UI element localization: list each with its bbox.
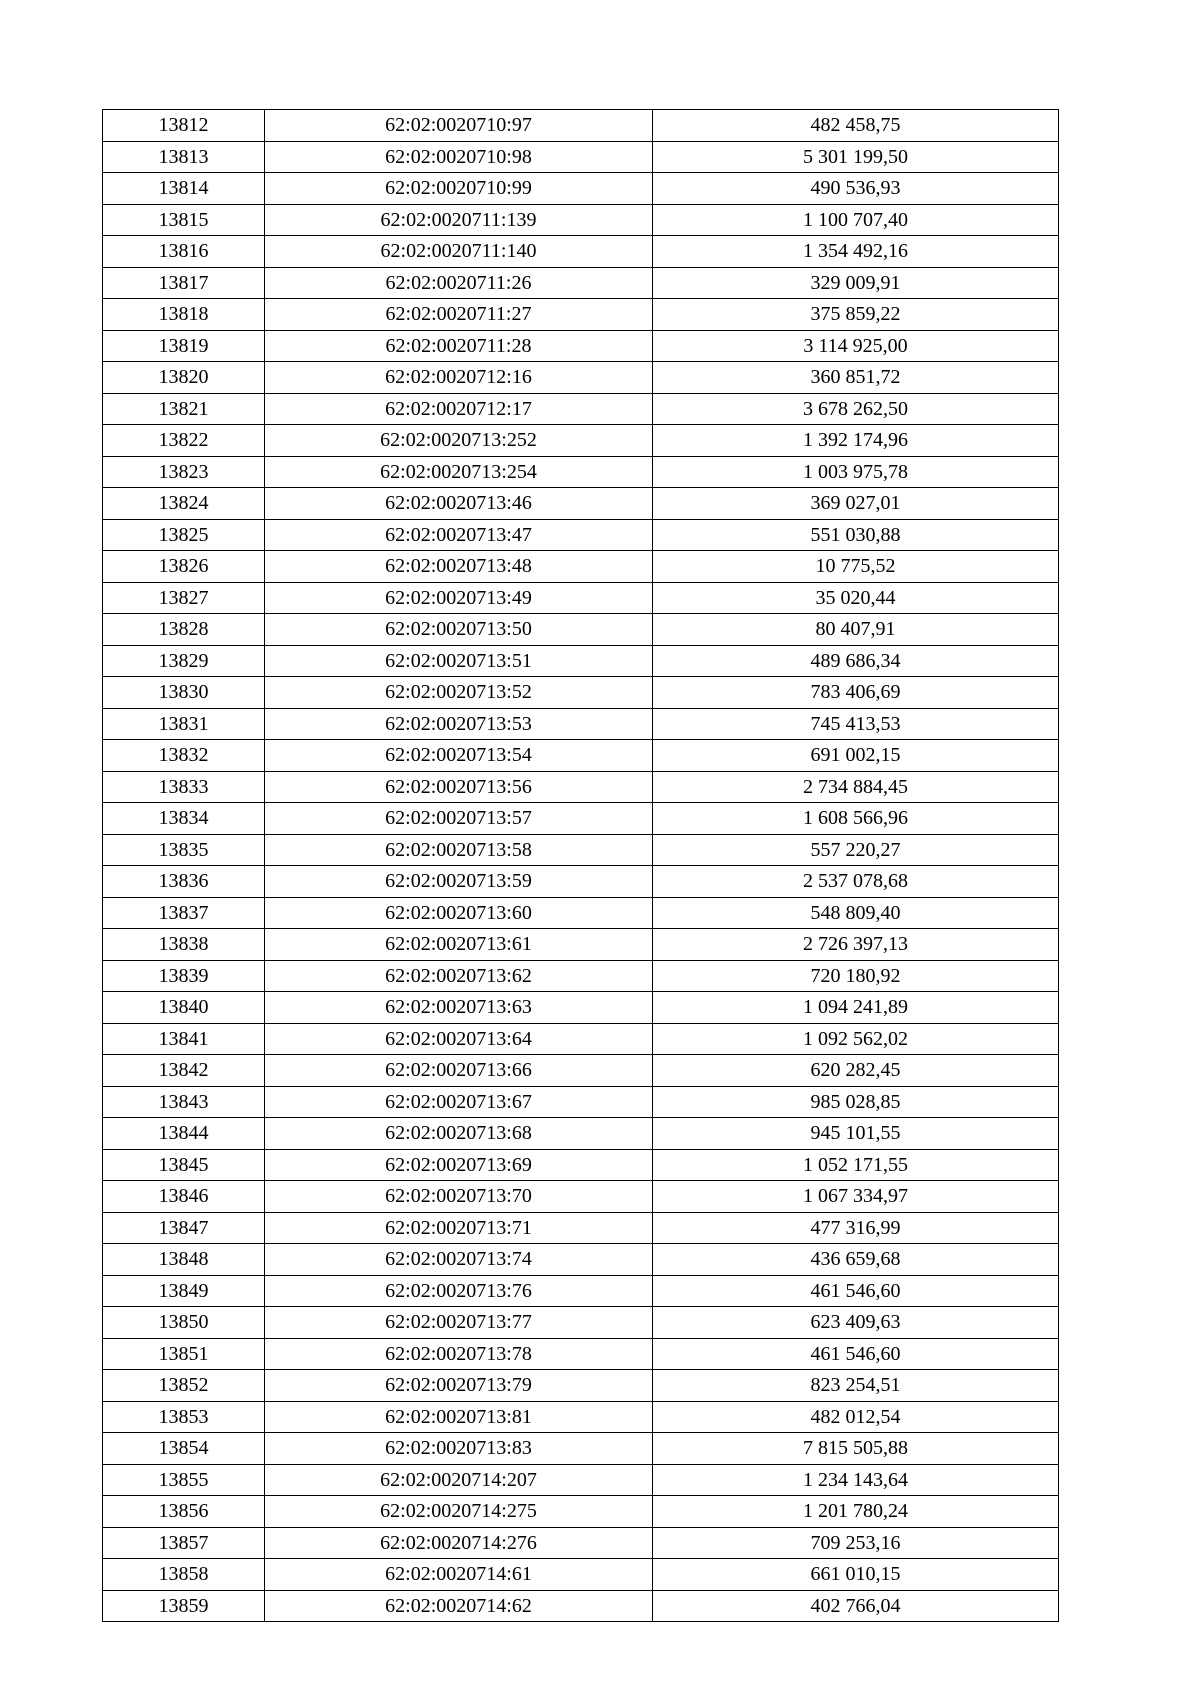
- cadastral-number-cell: 62:02:0020713:53: [265, 708, 653, 740]
- cadastral-value-cell: 745 413,53: [653, 708, 1059, 740]
- table-row: [103, 425, 1059, 457]
- table-row: [103, 456, 1059, 488]
- row-number-cell: 13828: [103, 614, 265, 646]
- cadastral-value-cell: 329 009,91: [653, 267, 1059, 299]
- cadastral-number-cell: 62:02:0020713:54: [265, 740, 653, 772]
- table-row: [103, 771, 1059, 803]
- cadastral-value-cell: 80 407,91: [653, 614, 1059, 646]
- cadastral-number-cell: 62:02:0020710:99: [265, 173, 653, 205]
- cadastral-number-cell: 62:02:0020713:60: [265, 897, 653, 929]
- row-number-cell: 13851: [103, 1338, 265, 1370]
- cadastral-value-cell: 1 100 707,40: [653, 204, 1059, 236]
- row-number-cell: 13836: [103, 866, 265, 898]
- table-row: [103, 1527, 1059, 1559]
- row-number-cell: 13854: [103, 1433, 265, 1465]
- table-row: [103, 1559, 1059, 1591]
- cadastral-value-cell: 2 726 397,13: [653, 929, 1059, 961]
- row-number-cell: 13857: [103, 1527, 265, 1559]
- cadastral-value-cell: 375 859,22: [653, 299, 1059, 331]
- cadastral-value-cell: 3 114 925,00: [653, 330, 1059, 362]
- cadastral-value-cell: 1 092 562,02: [653, 1023, 1059, 1055]
- cadastral-value-cell: 1 067 334,97: [653, 1181, 1059, 1213]
- cadastral-number-cell: 62:02:0020713:46: [265, 488, 653, 520]
- row-number-cell: 13813: [103, 141, 265, 173]
- cadastral-value-cell: 369 027,01: [653, 488, 1059, 520]
- row-number-cell: 13853: [103, 1401, 265, 1433]
- table-row: [103, 677, 1059, 709]
- table-row: [103, 1370, 1059, 1402]
- document-page: [102, 109, 1058, 1622]
- row-number-cell: 13852: [103, 1370, 265, 1402]
- cadastral-value-cell: 10 775,52: [653, 551, 1059, 583]
- row-number-cell: 13819: [103, 330, 265, 362]
- cadastral-value-cell: 2 537 078,68: [653, 866, 1059, 898]
- table-row: [103, 834, 1059, 866]
- row-number-cell: 13843: [103, 1086, 265, 1118]
- cadastral-value-cell: 461 546,60: [653, 1338, 1059, 1370]
- row-number-cell: 13812: [103, 110, 265, 142]
- cadastral-number-cell: 62:02:0020713:56: [265, 771, 653, 803]
- row-number-cell: 13856: [103, 1496, 265, 1528]
- cadastral-number-cell: 62:02:0020713:67: [265, 1086, 653, 1118]
- row-number-cell: 13855: [103, 1464, 265, 1496]
- cadastral-number-cell: 62:02:0020712:17: [265, 393, 653, 425]
- table-body: [103, 110, 1059, 1622]
- table-row: [103, 1275, 1059, 1307]
- cadastral-value-cell: 489 686,34: [653, 645, 1059, 677]
- cadastral-number-cell: 62:02:0020713:254: [265, 456, 653, 488]
- row-number-cell: 13832: [103, 740, 265, 772]
- table-row: [103, 488, 1059, 520]
- row-number-cell: 13815: [103, 204, 265, 236]
- cadastral-value-cell: 5 301 199,50: [653, 141, 1059, 173]
- table-row: [103, 551, 1059, 583]
- row-number-cell: 13849: [103, 1275, 265, 1307]
- table-row: [103, 1212, 1059, 1244]
- table-row: [103, 1023, 1059, 1055]
- table-row: [103, 740, 1059, 772]
- cadastral-value-cell: 623 409,63: [653, 1307, 1059, 1339]
- cadastral-number-cell: 62:02:0020712:16: [265, 362, 653, 394]
- table-row: [103, 110, 1059, 142]
- cadastral-value-cell: 1 608 566,96: [653, 803, 1059, 835]
- row-number-cell: 13839: [103, 960, 265, 992]
- cadastral-number-cell: 62:02:0020714:207: [265, 1464, 653, 1496]
- table-row: [103, 362, 1059, 394]
- row-number-cell: 13814: [103, 173, 265, 205]
- row-number-cell: 13831: [103, 708, 265, 740]
- table-row: [103, 330, 1059, 362]
- row-number-cell: 13846: [103, 1181, 265, 1213]
- cadastral-value-cell: 35 020,44: [653, 582, 1059, 614]
- table-row: [103, 141, 1059, 173]
- cadastral-value-cell: 620 282,45: [653, 1055, 1059, 1087]
- row-number-cell: 13859: [103, 1590, 265, 1622]
- row-number-cell: 13837: [103, 897, 265, 929]
- cadastral-number-cell: 62:02:0020713:50: [265, 614, 653, 646]
- cadastral-number-cell: 62:02:0020713:68: [265, 1118, 653, 1150]
- row-number-cell: 13833: [103, 771, 265, 803]
- cadastral-number-cell: 62:02:0020711:27: [265, 299, 653, 331]
- row-number-cell: 13821: [103, 393, 265, 425]
- table-row: [103, 708, 1059, 740]
- table-row: [103, 1401, 1059, 1433]
- row-number-cell: 13829: [103, 645, 265, 677]
- cadastral-number-cell: 62:02:0020714:62: [265, 1590, 653, 1622]
- cadastral-value-cell: 783 406,69: [653, 677, 1059, 709]
- row-number-cell: 13835: [103, 834, 265, 866]
- cadastral-value-cell: 477 316,99: [653, 1212, 1059, 1244]
- table-row: [103, 582, 1059, 614]
- table-row: [103, 866, 1059, 898]
- cadastral-value-cell: 1 354 492,16: [653, 236, 1059, 268]
- table-row: [103, 267, 1059, 299]
- cadastral-value-cell: 482 458,75: [653, 110, 1059, 142]
- table-row: [103, 236, 1059, 268]
- cadastral-number-cell: 62:02:0020713:57: [265, 803, 653, 835]
- cadastral-number-cell: 62:02:0020713:52: [265, 677, 653, 709]
- cadastral-number-cell: 62:02:0020713:48: [265, 551, 653, 583]
- table-row: [103, 1496, 1059, 1528]
- table-row: [103, 1590, 1059, 1622]
- row-number-cell: 13844: [103, 1118, 265, 1150]
- row-number-cell: 13834: [103, 803, 265, 835]
- row-number-cell: 13825: [103, 519, 265, 551]
- cadastral-value-cell: 985 028,85: [653, 1086, 1059, 1118]
- cadastral-number-cell: 62:02:0020713:69: [265, 1149, 653, 1181]
- row-number-cell: 13847: [103, 1212, 265, 1244]
- table-row: [103, 1338, 1059, 1370]
- cadastral-number-cell: 62:02:0020714:276: [265, 1527, 653, 1559]
- table-row: [103, 173, 1059, 205]
- cadastral-number-cell: 62:02:0020713:81: [265, 1401, 653, 1433]
- row-number-cell: 13817: [103, 267, 265, 299]
- row-number-cell: 13823: [103, 456, 265, 488]
- table-row: [103, 1464, 1059, 1496]
- cadastral-number-cell: 62:02:0020713:79: [265, 1370, 653, 1402]
- table-row: [103, 803, 1059, 835]
- cadastral-value-cell: 661 010,15: [653, 1559, 1059, 1591]
- table-row: [103, 897, 1059, 929]
- row-number-cell: 13822: [103, 425, 265, 457]
- row-number-cell: 13845: [103, 1149, 265, 1181]
- cadastral-value-table: [102, 109, 1059, 1622]
- table-row: [103, 1244, 1059, 1276]
- cadastral-number-cell: 62:02:0020713:252: [265, 425, 653, 457]
- cadastral-value-cell: 402 766,04: [653, 1590, 1059, 1622]
- cadastral-value-cell: 1 201 780,24: [653, 1496, 1059, 1528]
- cadastral-value-cell: 2 734 884,45: [653, 771, 1059, 803]
- cadastral-number-cell: 62:02:0020711:140: [265, 236, 653, 268]
- cadastral-value-cell: 709 253,16: [653, 1527, 1059, 1559]
- row-number-cell: 13820: [103, 362, 265, 394]
- cadastral-number-cell: 62:02:0020713:71: [265, 1212, 653, 1244]
- cadastral-number-cell: 62:02:0020713:76: [265, 1275, 653, 1307]
- table-row: [103, 1086, 1059, 1118]
- cadastral-number-cell: 62:02:0020713:70: [265, 1181, 653, 1213]
- cadastral-number-cell: 62:02:0020713:49: [265, 582, 653, 614]
- cadastral-value-cell: 1 234 143,64: [653, 1464, 1059, 1496]
- cadastral-number-cell: 62:02:0020713:74: [265, 1244, 653, 1276]
- cadastral-value-cell: 360 851,72: [653, 362, 1059, 394]
- cadastral-value-cell: 823 254,51: [653, 1370, 1059, 1402]
- cadastral-number-cell: 62:02:0020713:78: [265, 1338, 653, 1370]
- cadastral-number-cell: 62:02:0020711:139: [265, 204, 653, 236]
- cadastral-value-cell: 945 101,55: [653, 1118, 1059, 1150]
- cadastral-value-cell: 1 094 241,89: [653, 992, 1059, 1024]
- cadastral-number-cell: 62:02:0020713:59: [265, 866, 653, 898]
- cadastral-number-cell: 62:02:0020713:61: [265, 929, 653, 961]
- row-number-cell: 13816: [103, 236, 265, 268]
- row-number-cell: 13841: [103, 1023, 265, 1055]
- row-number-cell: 13840: [103, 992, 265, 1024]
- table-row: [103, 393, 1059, 425]
- cadastral-number-cell: 62:02:0020713:83: [265, 1433, 653, 1465]
- table-row: [103, 1118, 1059, 1150]
- row-number-cell: 13824: [103, 488, 265, 520]
- cadastral-number-cell: 62:02:0020713:77: [265, 1307, 653, 1339]
- cadastral-value-cell: 1 052 171,55: [653, 1149, 1059, 1181]
- row-number-cell: 13827: [103, 582, 265, 614]
- cadastral-value-cell: 548 809,40: [653, 897, 1059, 929]
- cadastral-number-cell: 62:02:0020713:63: [265, 992, 653, 1024]
- table-row: [103, 645, 1059, 677]
- table-row: [103, 1181, 1059, 1213]
- cadastral-value-cell: 1 392 174,96: [653, 425, 1059, 457]
- cadastral-number-cell: 62:02:0020713:58: [265, 834, 653, 866]
- cadastral-number-cell: 62:02:0020710:98: [265, 141, 653, 173]
- cadastral-value-cell: 1 003 975,78: [653, 456, 1059, 488]
- cadastral-value-cell: 557 220,27: [653, 834, 1059, 866]
- row-number-cell: 13818: [103, 299, 265, 331]
- table-row: [103, 960, 1059, 992]
- table-row: [103, 1055, 1059, 1087]
- cadastral-number-cell: 62:02:0020713:62: [265, 960, 653, 992]
- table-row: [103, 519, 1059, 551]
- cadastral-number-cell: 62:02:0020714:275: [265, 1496, 653, 1528]
- row-number-cell: 13838: [103, 929, 265, 961]
- cadastral-number-cell: 62:02:0020713:66: [265, 1055, 653, 1087]
- cadastral-value-cell: 490 536,93: [653, 173, 1059, 205]
- cadastral-number-cell: 62:02:0020710:97: [265, 110, 653, 142]
- table-row: [103, 1149, 1059, 1181]
- row-number-cell: 13850: [103, 1307, 265, 1339]
- cadastral-value-cell: 482 012,54: [653, 1401, 1059, 1433]
- cadastral-number-cell: 62:02:0020714:61: [265, 1559, 653, 1591]
- cadastral-number-cell: 62:02:0020713:64: [265, 1023, 653, 1055]
- cadastral-number-cell: 62:02:0020713:51: [265, 645, 653, 677]
- cadastral-value-cell: 691 002,15: [653, 740, 1059, 772]
- cadastral-value-cell: 7 815 505,88: [653, 1433, 1059, 1465]
- cadastral-value-cell: 720 180,92: [653, 960, 1059, 992]
- table-row: [103, 1307, 1059, 1339]
- table-row: [103, 1433, 1059, 1465]
- cadastral-number-cell: 62:02:0020711:28: [265, 330, 653, 362]
- table-row: [103, 929, 1059, 961]
- row-number-cell: 13858: [103, 1559, 265, 1591]
- table-row: [103, 992, 1059, 1024]
- cadastral-value-cell: 3 678 262,50: [653, 393, 1059, 425]
- row-number-cell: 13826: [103, 551, 265, 583]
- cadastral-value-cell: 436 659,68: [653, 1244, 1059, 1276]
- table-row: [103, 299, 1059, 331]
- row-number-cell: 13830: [103, 677, 265, 709]
- table-row: [103, 204, 1059, 236]
- row-number-cell: 13848: [103, 1244, 265, 1276]
- table-row: [103, 614, 1059, 646]
- cadastral-value-cell: 551 030,88: [653, 519, 1059, 551]
- cadastral-number-cell: 62:02:0020713:47: [265, 519, 653, 551]
- row-number-cell: 13842: [103, 1055, 265, 1087]
- cadastral-value-cell: 461 546,60: [653, 1275, 1059, 1307]
- cadastral-number-cell: 62:02:0020711:26: [265, 267, 653, 299]
